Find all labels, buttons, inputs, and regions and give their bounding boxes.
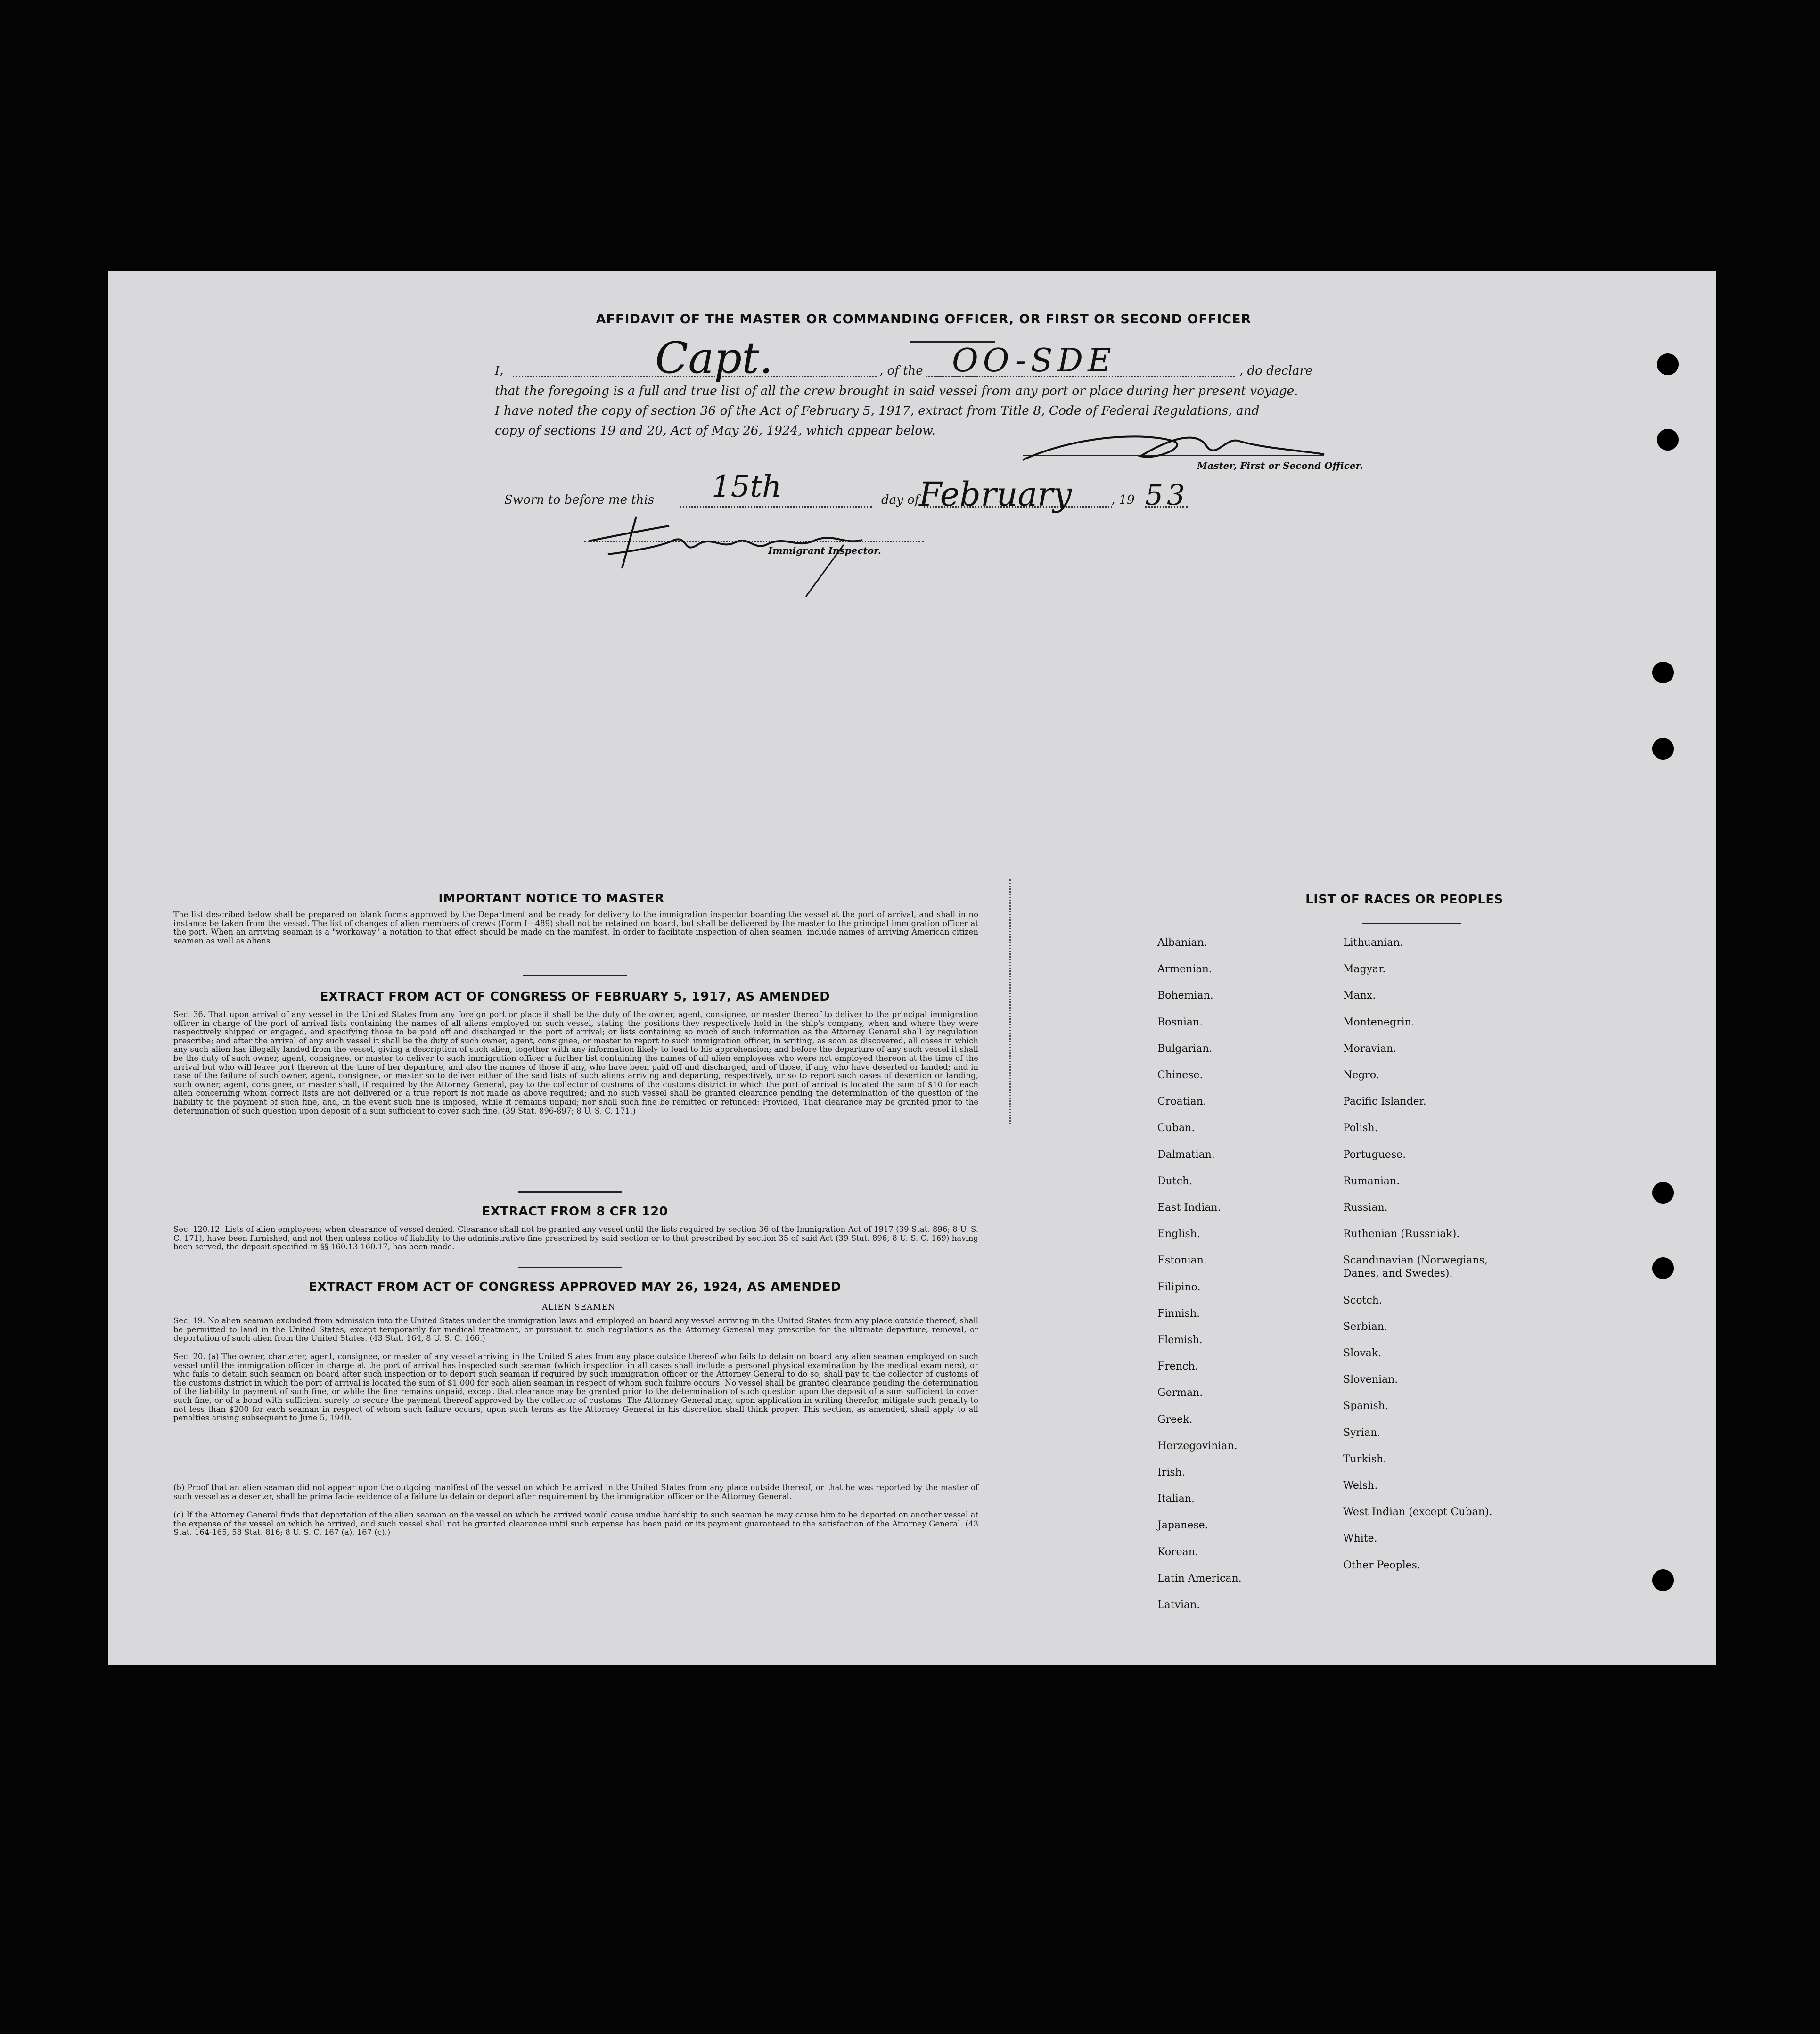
race-item: Lithuanian. [1343, 937, 1403, 949]
race-item: Spanish. [1343, 1400, 1388, 1412]
section-rule [518, 1267, 622, 1268]
race-item: Armenian. [1157, 963, 1212, 976]
race-item: Bulgarian. [1157, 1042, 1213, 1055]
race-item: Latvian. [1157, 1599, 1200, 1611]
race-item: Slovenian. [1343, 1374, 1398, 1386]
race-item: Ruthenian (Russniak). [1343, 1228, 1460, 1240]
punch-hole [1652, 1257, 1674, 1279]
race-item: Scotch. [1343, 1294, 1382, 1306]
punch-hole [1657, 429, 1679, 451]
sec19-text: Sec. 19. No alien seaman excluded from admission into the United States under the immigration laws and employed on board any vessel arriving in the United States from any place outside thereof, shall be permitted to land in the United States, except temporarily for medical treatment, or pursuant to such regulations as the Attorney General may prescribe for the ultimate departure, removal, or deportation of such alien from the United States. (43 Stat. 164, 8 U. S. C. 166.) [173, 1316, 978, 1343]
race-item: English. [1157, 1228, 1200, 1240]
race-item: Flemish. [1157, 1334, 1203, 1346]
race-item: Herzegovinian. [1157, 1440, 1238, 1452]
race-item: Negro. [1343, 1069, 1379, 1081]
race-item: Japanese. [1157, 1519, 1208, 1532]
race-item: Magyar. [1343, 963, 1386, 976]
document-page [108, 271, 1716, 1665]
handwritten-day: 15th [712, 469, 782, 504]
notice-title: IMPORTANT NOTICE TO MASTER [438, 892, 664, 906]
race-item: Montenegrin. [1343, 1016, 1415, 1028]
alien-seamen-subtitle: ALIEN SEAMEN [542, 1303, 615, 1312]
race-item: Polish. [1343, 1122, 1378, 1134]
race-item: Cuban. [1157, 1122, 1195, 1134]
race-item: Dalmatian. [1157, 1148, 1215, 1161]
affidavit-statement-line: copy of sections 19 and 20, Act of May 26, 1924, which appear below. [495, 423, 936, 438]
extract-8cfr-title: EXTRACT FROM 8 CFR 120 [482, 1205, 668, 1219]
race-item: East Indian. [1157, 1202, 1221, 1214]
race-item: Pacific Islander. [1343, 1096, 1426, 1108]
race-item: Serbian. [1343, 1320, 1388, 1333]
race-item: Filipino. [1157, 1281, 1201, 1293]
races-title: LIST OF RACES OR PEOPLES [1305, 893, 1503, 907]
extract-1917-text: Sec. 36. That upon arrival of any vessel in the United States from any foreign port or place it shall be the duty of the owner, agent, consignee, or master thereof to deliver to the principal immigration officer in charge of the port of arrival lists containing the names of all aliens employed on such vessel, stating the positions they respectively hold in the ship's company, when and where they were respectively shipped or engaged, and specifying those to be paid off and discharged in the port of arrival; or lists containing so much of such information as the Attorney General shall by regulation prescribe; and after the arrival of any such vessel it shall be the duty of such owner, agent, consignee, or master to report to such immigration officer, in writing, as soon as discovered, all cases in which any such alien has illegally landed from the vessel, giving a description of such alien, together with any information likely to lead to his apprehension; and before the departure of any such vessel it shall be the duty of such owner, agent, consignee, or master to deliver to such immigration officer a further list containing the names of all alien employees who were not employed thereon at the time of the arrival but who will leave port thereon at the time of her departure, and also the names of those if any, who have been paid off and discharged, and of those, if any, who have deserted or landed; and in case of the failure of such owner, agent, consignee, or master so to deliver either of the said lists of such aliens arriving and departing, respectively, or so to report such cases of desertion or landing, such owner, agent, consignee, or master shall, if required by the Attorney General, pay to the collector of customs of the customs district in which the port of arrival is located the sum of $10 for each alien concerning whom correct lists are not delivered or a true report is not made as above required; and no such vessel shall be granted clearance pending the determination of the question of the liability to the payment of such fine, and, in the event such fine is imposed, while it remains unpaid; nor shall such fine be remitted or refunded: Provided, That clearance may be granted prior to the determination of such question upon deposit of a sum sufficient to cover such fine. (39 Stat. 896-897; 8 U. S. C. 171.) [173, 1010, 978, 1115]
race-item: Russian. [1343, 1202, 1388, 1214]
race-item: Moravian. [1343, 1042, 1397, 1055]
handwritten-vessel: OO-SDE [952, 342, 1116, 379]
sworn-day-label: day of [881, 493, 919, 507]
affidavit-statement-line: I have noted the copy of section 36 of the Act of February 5, 1917, extract from Title 8, Code of Federal Regulations, and [495, 403, 1260, 418]
race-item: Greek. [1157, 1413, 1193, 1426]
race-item: Manx. [1343, 990, 1376, 1002]
race-item: Estonian. [1157, 1255, 1207, 1267]
punch-hole [1652, 1182, 1674, 1204]
section-rule [523, 975, 627, 976]
sworn-prefix: Sworn to before me this [504, 493, 655, 507]
race-item: Syrian. [1343, 1427, 1381, 1439]
race-item: Chinese. [1157, 1069, 1203, 1081]
race-item: Korean. [1157, 1546, 1198, 1558]
race-item: Scandinavian (Norwegians, [1343, 1255, 1488, 1267]
sworn-year-prefix: , 19 [1111, 493, 1135, 507]
races-title-rule [1362, 923, 1461, 924]
race-item: Turkish. [1343, 1453, 1387, 1465]
sec20b-text: (b) Proof that an alien seaman did not appear upon the outgoing manifest of the vessel on which he arrived in the United States from any place outside thereof, or that he was reported by the master of such vessel as a deserter, shall be prima facie evidence of a failure to detain or deport after requirement by the immigration officer or the Attorney General. [173, 1483, 978, 1501]
sec20a-text: Sec. 20. (a) The owner, charterer, agent, consignee, or master of any vessel arriving in the United States from any place outside thereof who fails to detain on board any alien seaman employed on such vessel until the immigration officer in charge at the port of arrival has inspected such seaman (which inspection in all cases shall include a personal physical examination by the medical examiners), or who fails to detain such seaman on board after such inspection or to deport such seaman if required by such immigration officer or the Attorney General to do so, shall pay to the collector of customs of the customs district in which the port of arrival is located the sum of $1,000 for each alien seaman in respect of whom such failure occurs. No vessel shall be granted clearance pending the determination of the liability to payment of such fine, or while the fine remains unpaid, except that clearance may be granted prior to the determination of such question upon the deposit of a sum sufficient to cover such fine, or of a bond with sufficient surety to secure the payment thereof approved by the collector of customs. The Attorney General may, upon application in writing therefor, mitigate such penalty to not less than $200 for each seaman in respect of whom such failure occurs, upon such terms as the Attorney General in his discretion shall think proper. This section, as amended, shall apply to all penalties arising subsequent to June 5, 1940. [173, 1352, 978, 1423]
race-item: Slovak. [1343, 1347, 1382, 1359]
race-item: Albanian. [1157, 937, 1207, 949]
handwritten-year: 53 [1145, 479, 1189, 512]
race-item: German. [1157, 1387, 1203, 1399]
fold-mark [1009, 879, 1012, 1124]
race-item: Rumanian. [1343, 1175, 1400, 1187]
race-item: Croatian. [1157, 1096, 1206, 1108]
punch-hole [1657, 353, 1679, 375]
section-rule [518, 1191, 622, 1193]
race-item: Portuguese. [1343, 1148, 1406, 1161]
race-item: French. [1157, 1361, 1198, 1373]
punch-hole [1652, 1569, 1674, 1591]
race-item: Bohemian. [1157, 990, 1213, 1002]
handwritten-month: February [919, 475, 1072, 514]
extract-1917-title: EXTRACT FROM ACT OF CONGRESS OF FEBRUARY 5, 1917, AS AMENDED [320, 990, 830, 1004]
punch-hole [1652, 738, 1674, 760]
affidavit-do-declare: , do declare [1239, 364, 1313, 378]
sec20c-text: (c) If the Attorney General finds that deportation of the alien seaman on the vessel on which he arrived would cause undue hardship to such seaman he may cause him to be deported on another vessel at the expense of the vessel on which he arrived, and such vessel shall not be granted clearance until such expense has been paid or its payment guaranteed to the satisfaction of the Attorney General. (43 Stat. 164-165, 58 Stat. 816; 8 U. S. C. 167 (a), 167 (c).) [173, 1510, 978, 1537]
master-caption: Master, First or Second Officer. [1197, 460, 1363, 471]
race-item: Dutch. [1157, 1175, 1193, 1187]
race-item: Irish. [1157, 1467, 1185, 1478]
handwritten-name: Capt. [655, 333, 773, 383]
notice-text: The list described below shall be prepared on blank forms approved by the Department and be ready for delivery to the immigration inspector boarding the vessel at the port of arrival, and shall in no instance be taken from the vessel. The list of changes of alien members of crews (Form I—489) shall not be retained on board, but shall be delivered by the master to the principal immigration officer at the port. When an arriving seaman is a "workaway" a notation to that effect should be made on the manifest. In order to facilitate inspection of alien seamen, include names of arriving American citizen seamen as well as aliens. [173, 910, 978, 945]
race-item: Danes, and Swedes). [1343, 1268, 1453, 1280]
extract-1924-title: EXTRACT FROM ACT OF CONGRESS APPROVED MAY 26, 1924, AS AMENDED [309, 1280, 841, 1294]
affidavit-of-the: , of the [877, 364, 926, 378]
race-item: West Indian (except Cuban). [1343, 1506, 1492, 1518]
affidavit-title: AFFIDAVIT OF THE MASTER OR COMMANDING OFFICER, OR FIRST OR SECOND OFFICER [596, 312, 1252, 327]
race-item: Bosnian. [1157, 1016, 1203, 1028]
punch-hole [1652, 662, 1674, 683]
inspector-signature [580, 507, 938, 601]
race-item: Other Peoples. [1343, 1559, 1421, 1571]
race-item: White. [1343, 1533, 1377, 1545]
race-item: Latin American. [1157, 1572, 1242, 1584]
inspector-caption: Immigrant Inspector. [768, 545, 881, 556]
race-item: Welsh. [1343, 1480, 1378, 1492]
race-item: Italian. [1157, 1493, 1195, 1505]
extract-8cfr-text: Sec. 120.12. Lists of alien employees; when clearance of vessel denied. Clearance shall not be granted any vessel until the lists required by section 36 of the Immigration Act of 1917 (39 Stat. 896; 8 U. S. C. 171), have been furnished, and not then unless notice of liability to the administrative fine prescribed by said section or to that prescribed by section 35 of said Act (39 Stat. 896; 8 U. S. C. 169) having been served, the deposit specified in §§ 160.13-160.17, has been made. [173, 1225, 978, 1252]
affidavit-i: I, [495, 364, 504, 378]
affidavit-statement-line: that the foregoing is a full and true list of all the crew brought in said vessel from any port or place during her present voyage. [495, 384, 1298, 398]
race-item: Finnish. [1157, 1307, 1200, 1320]
